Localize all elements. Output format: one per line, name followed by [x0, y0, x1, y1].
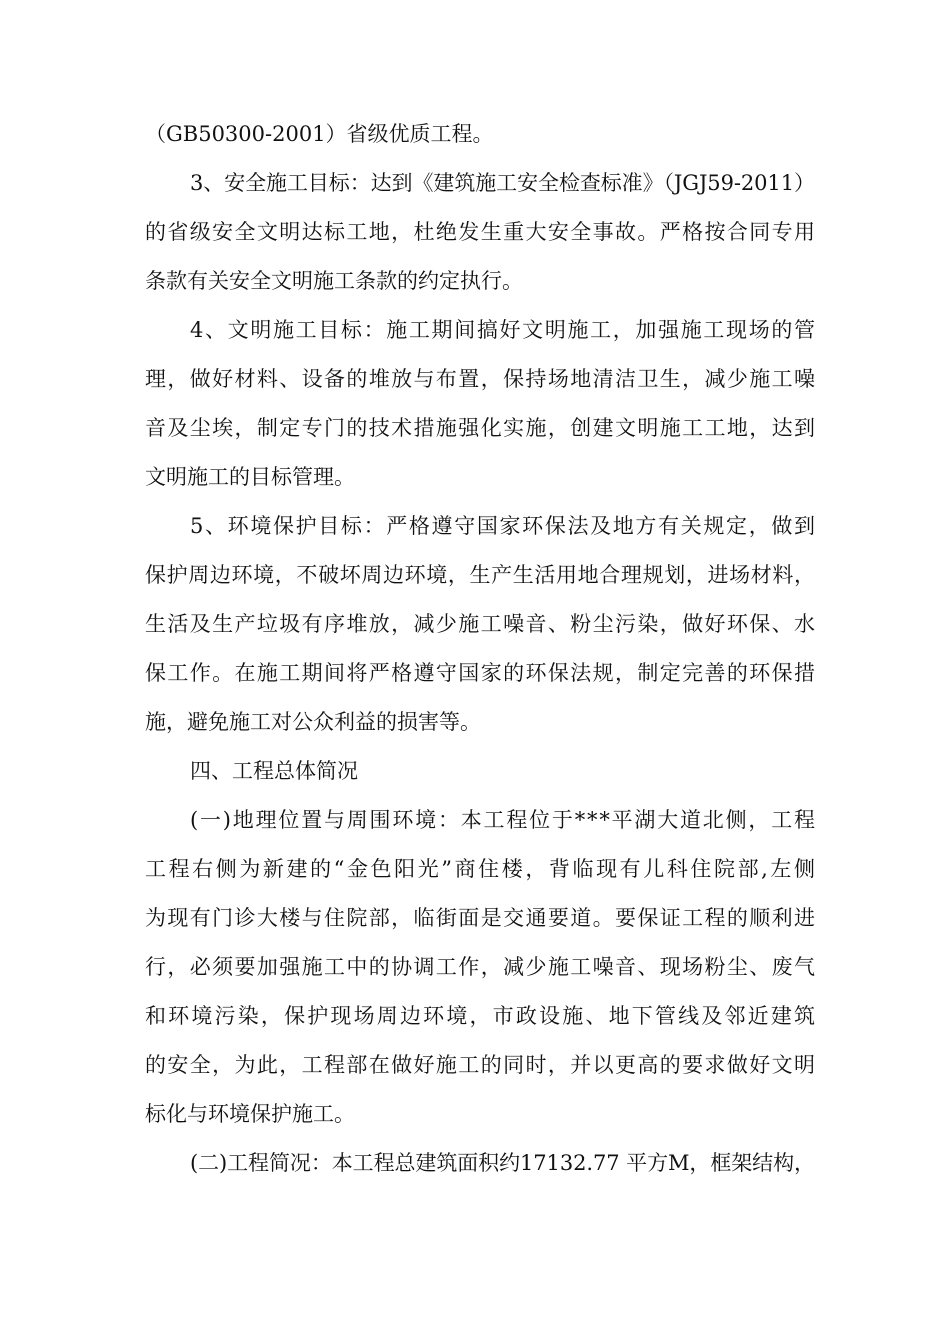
- text-line-20: 的安全，为此，工程部在做好施工的同时，并以更高的要求做好文明: [145, 1053, 817, 1077]
- text-line-1: （GB50300-2001）省级优质工程。: [145, 122, 494, 146]
- text-line-4: 条款有关安全文明施工条款的约定执行。: [145, 269, 523, 293]
- text-line-8: 文明施工的目标管理。: [145, 465, 355, 489]
- text-line-17: 为现有门诊大楼与住院部，临街面是交通要道。要保证工程的顺利进: [145, 906, 817, 930]
- section-heading: 四、工程总体简况: [190, 759, 358, 783]
- text-line-9: 5、环境保护目标：严格遵守国家环保法及地方有关规定，做到: [190, 514, 817, 538]
- text-line-19: 和环境污染，保护现场周边环境，市政设施、地下管线及邻近建筑: [145, 1004, 818, 1028]
- text-line-10: 保护周边环境，不破坏周边环境，生产生活用地合理规划，进场材料，: [145, 563, 816, 587]
- text-line-13: 施，避免施工对公众利益的损害等。: [145, 710, 481, 734]
- text-line-3: 的省级安全文明达标工地，杜绝发生重大安全事故。严格按合同专用: [145, 220, 817, 244]
- text-line-22: (二)工程简况：本工程总建筑面积约17132.77 平方M，框架结构，: [190, 1151, 815, 1175]
- text-line-5: 4、文明施工目标：施工期间搞好文明施工，加强施工现场的管: [190, 318, 817, 342]
- text-line-6: 理，做好材料、设备的堆放与布置，保持场地清洁卫生，减少施工噪: [145, 367, 817, 391]
- text-line-2: 3、安全施工目标：达到《建筑施工安全检查标准》（JGJ59-2011）: [190, 171, 815, 195]
- text-line-18: 行，必须要加强施工中的协调工作，减少施工噪音、现场粉尘、废气: [145, 955, 817, 979]
- text-line-11: 生活及生产垃圾有序堆放，减少施工噪音、粉尘污染，做好环保、水: [145, 612, 817, 636]
- text-line-21: 标化与环境保护施工。: [145, 1102, 355, 1126]
- text-line-15: (一)地理位置与周围环境：本工程位于***平湖大道北侧，工程: [190, 808, 817, 832]
- text-line-12: 保工作。在施工期间将严格遵守国家的环保法规，制定完善的环保措: [145, 661, 817, 685]
- text-line-16: 工程右侧为新建的“金色阳光”商住楼，背临现有儿科住院部,左侧: [145, 857, 818, 881]
- document-body: [145, 110, 818, 1188]
- text-line-7: 音及尘埃，制定专门的技术措施强化实施，创建文明施工工地，达到: [145, 416, 817, 440]
